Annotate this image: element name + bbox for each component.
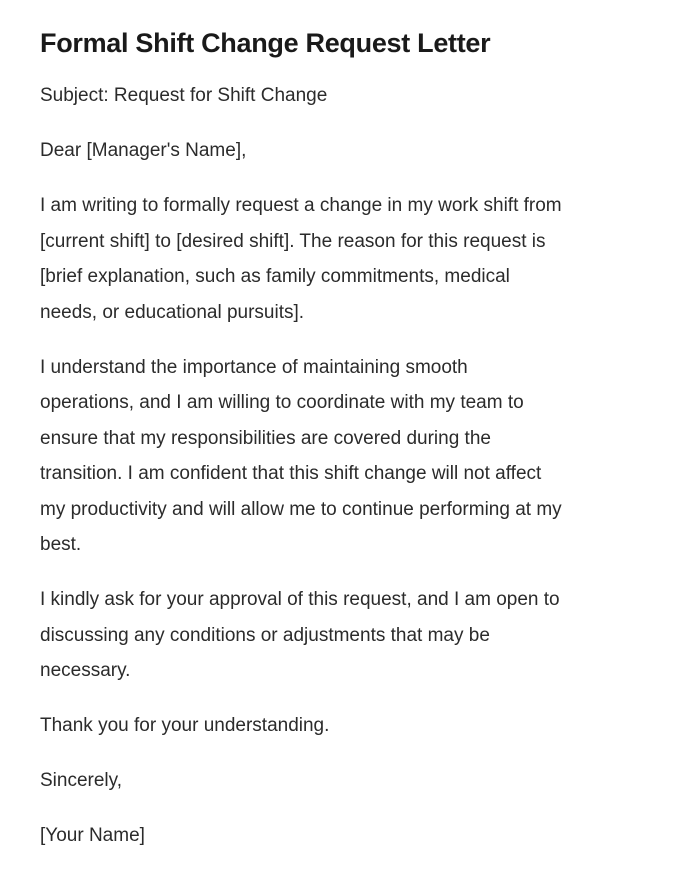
closing-thanks: Thank you for your understanding. (40, 715, 330, 736)
signature-name: [Your Name] (40, 825, 145, 846)
page-title: Formal Shift Change Request Letter (40, 28, 491, 58)
sign-off: Sincerely, (40, 770, 123, 791)
paragraph-2: I understand the importance of maintaining smooth operations, and I am willing to coordinate with my team to ensure that my responsibilities are covered during the transition. I am confident that this shift change will not affect my productivity and will allow me to continue performing at my best. (40, 356, 562, 555)
letter-body (40, 78, 640, 854)
subject-line: Subject: Request for Shift Change (40, 85, 328, 106)
paragraph-1: I am writing to formally request a change in my work shift from [current shift] to [desired shift]. The reason for this request is [brief explanation, such as family commitments, medical needs, or educational pursuits]. (40, 195, 562, 323)
paragraph-3: I kindly ask for your approval of this request, and I am open to discussing any conditions or adjustments that may be necessary. (40, 589, 560, 681)
salutation: Dear [Manager's Name], (40, 140, 247, 161)
